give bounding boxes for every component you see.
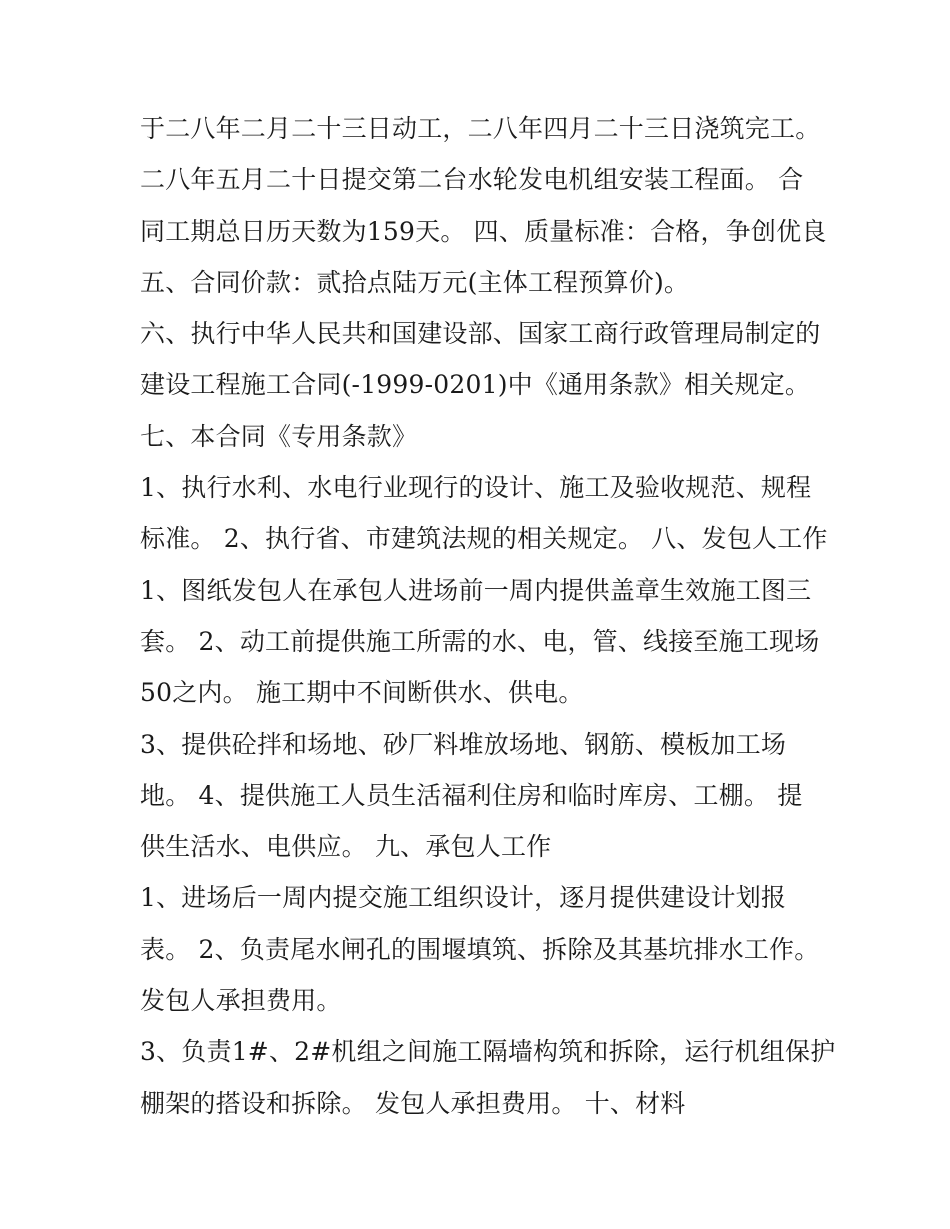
text-line-11: 套。 2、动工前提供施工所需的水、电，管、线接至施工现场: [140, 626, 820, 656]
text-line-16: 1、进场后一周内提交施工组织设计，逐月提供建设计划报: [140, 883, 787, 913]
contract-text-body: [140, 103, 840, 1129]
text-line-12: 50之内。 施工期中不间断供水、供电。: [140, 678, 584, 708]
text-line-3: 同工期总日历天数为159天。 四、质量标准：合格，争创优良: [140, 216, 827, 246]
text-line-2: 二八年五月二十日提交第二台水轮发电机组安装工程面。 合: [140, 165, 804, 195]
text-line-15: 供生活水、电供应。 九、承包人工作: [140, 832, 552, 862]
text-line-8: 1、执行水利、水电行业现行的设计、施工及验收规范、规程: [140, 473, 812, 503]
text-line-20: 棚架的搭设和拆除。 发包人承担费用。 十、材料: [140, 1088, 686, 1118]
text-line-6: 建设工程施工合同(-1999-0201)中《通用条款》相关规定。: [140, 370, 811, 400]
text-line-19: 3、负责1#、2#机组之间施工隔墙构筑和拆除，运行机组保护: [140, 1037, 836, 1067]
text-line-4: 五、合同价款：贰拾点陆万元(主体工程预算价)。: [140, 267, 690, 297]
text-line-1: 于二八年二月二十三日动工，二八年四月二十三日浇筑完工。: [140, 114, 821, 143]
text-line-5: 六、执行中华人民共和国建设部、国家工商行政管理局制定的: [140, 319, 821, 349]
text-line-17: 表。 2、负责尾水闸孔的围堰填筑、拆除及其基坑排水工作。: [140, 934, 820, 964]
text-line-9: 标准。 2、执行省、市建筑法规的相关规定。 八、发包人工作: [140, 524, 828, 554]
text-line-10: 1、图纸发包人在承包人进场前一周内提供盖章生效施工图三: [140, 575, 812, 605]
text-line-14: 地。 4、提供施工人员生活福利住房和临时库房、工棚。 提: [140, 780, 803, 810]
text-line-13: 3、提供砼拌和场地、砂厂料堆放场地、钢筋、模板加工场: [140, 729, 787, 759]
text-line-18: 发包人承担费用。: [140, 986, 342, 1016]
text-line-7: 七、本合同《专用条款》: [140, 421, 418, 451]
